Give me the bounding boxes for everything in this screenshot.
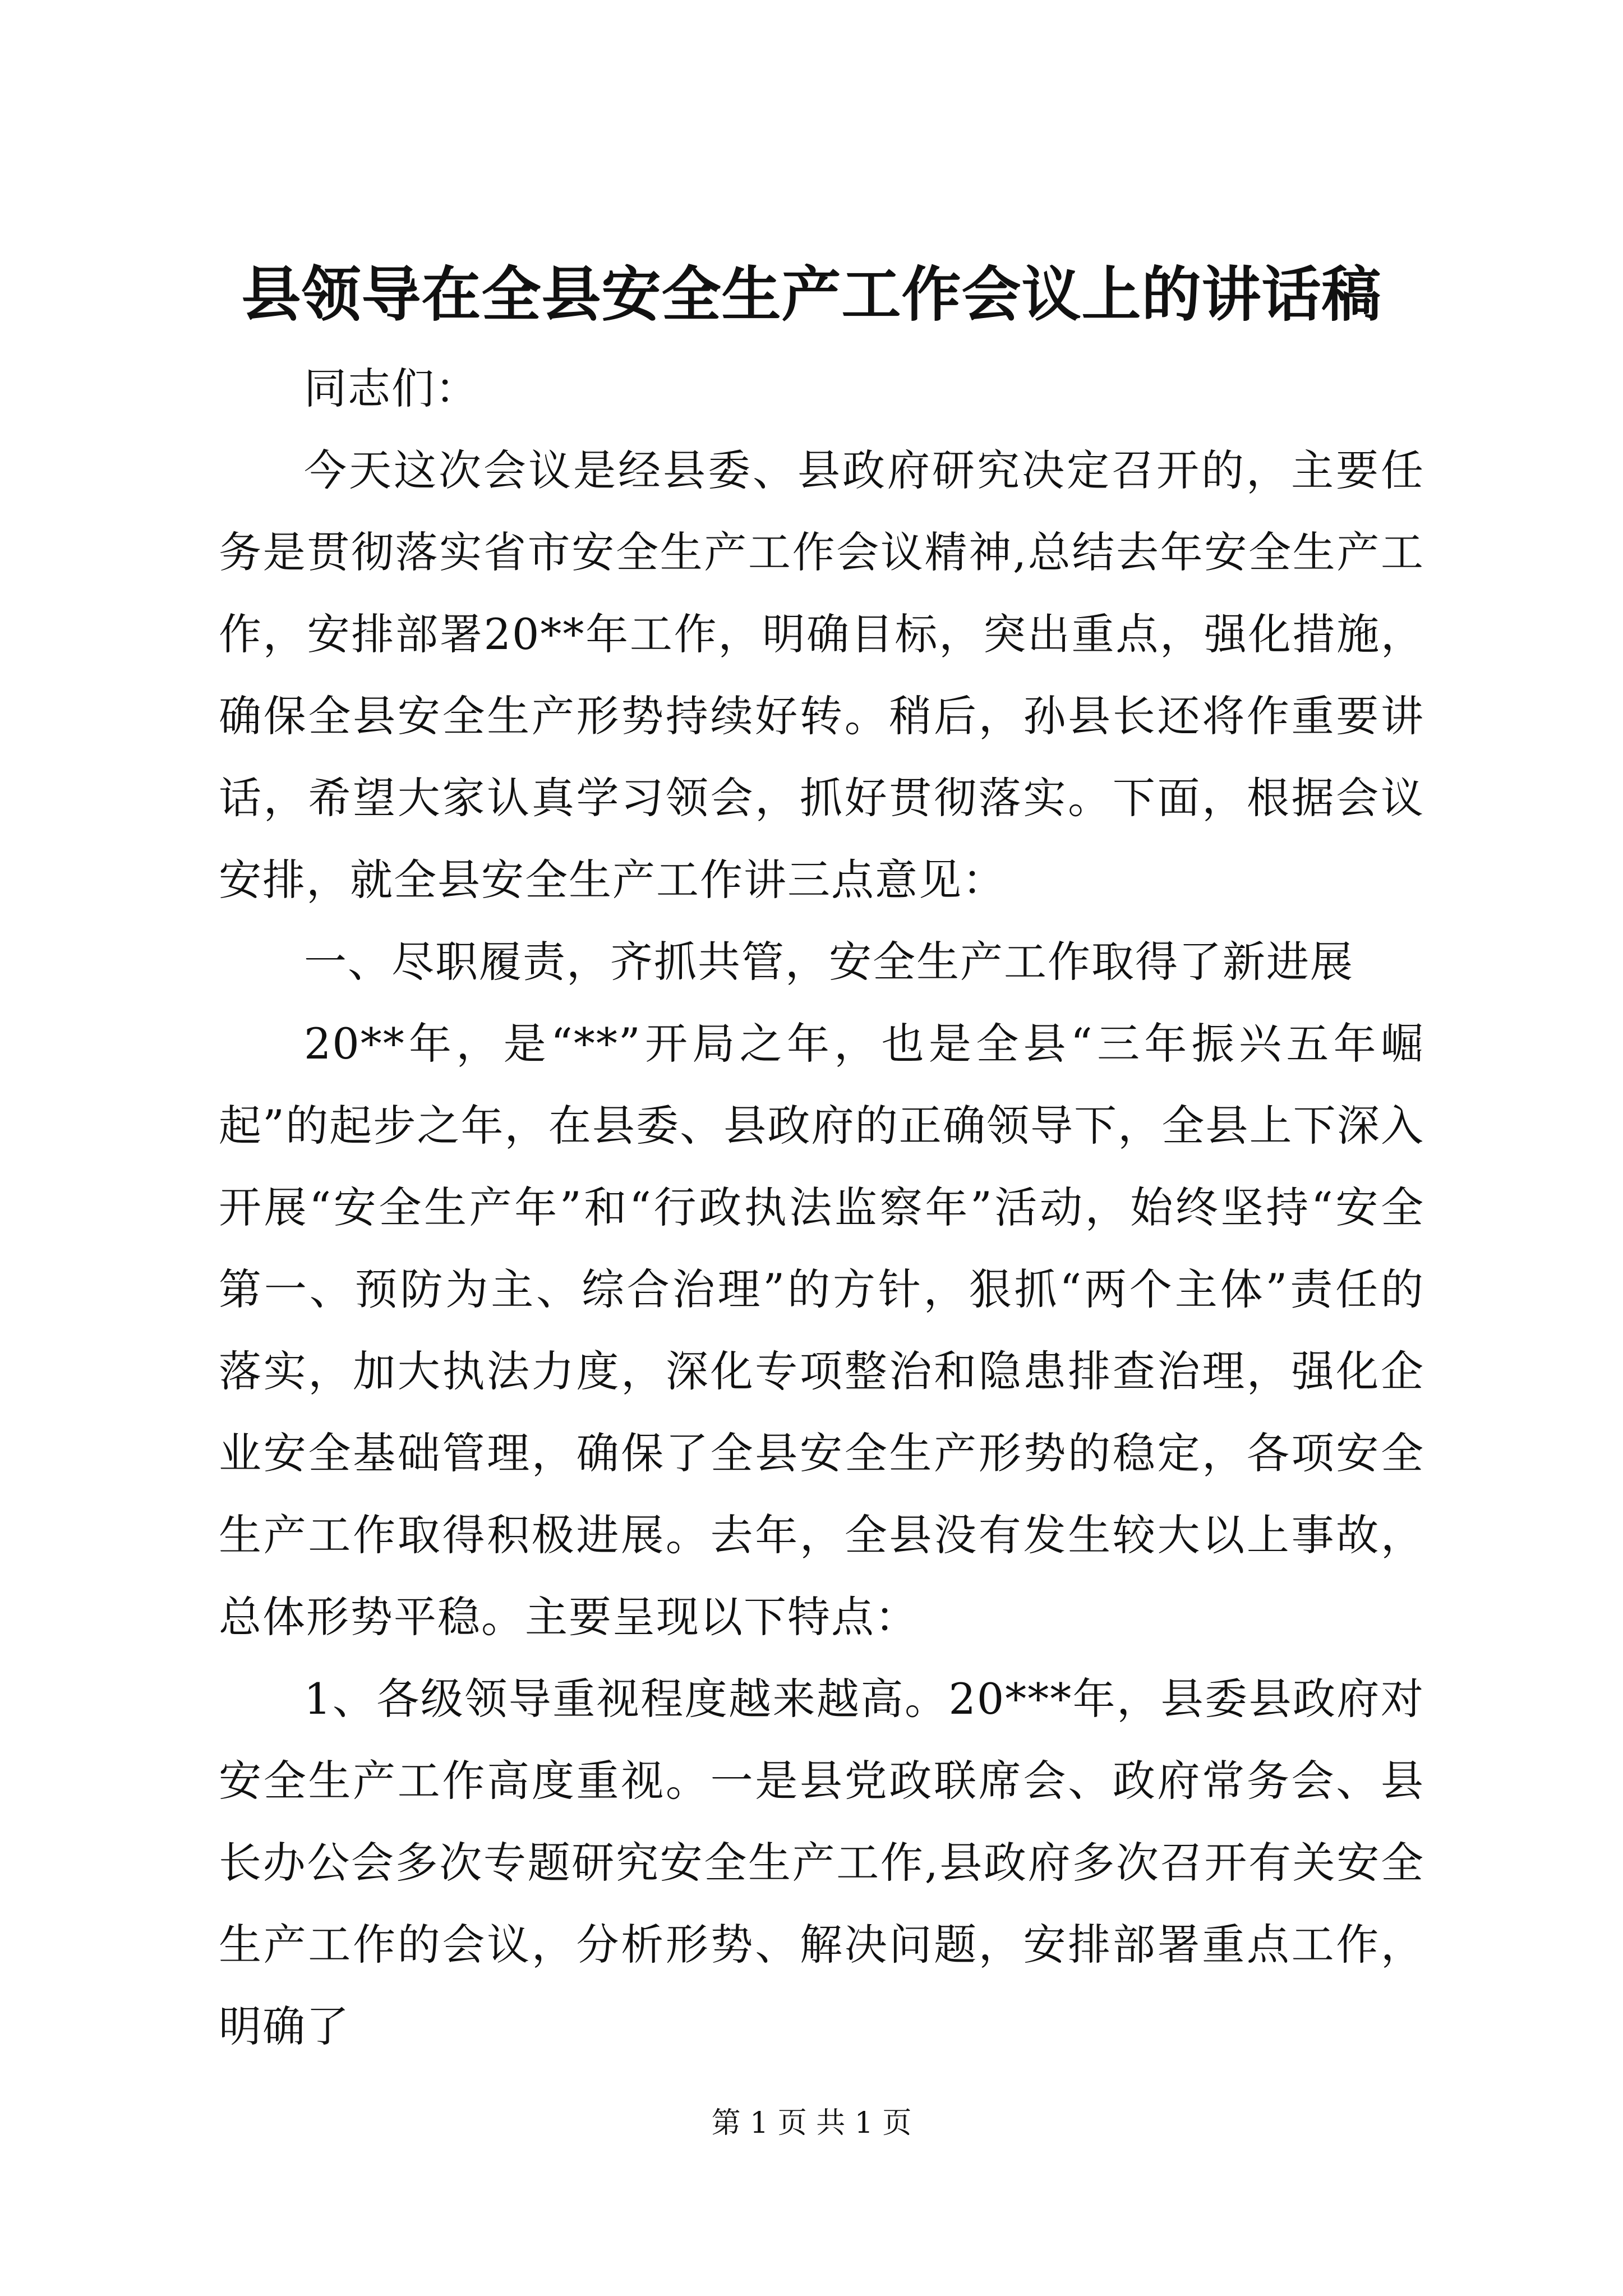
document-body xyxy=(219,348,1424,2068)
document-title: 县领导在全县安全生产工作会议上的讲话稿 xyxy=(241,259,1382,329)
progress-paragraph: 20**年，是“**”开局之年，也是全县“三年振兴五年崛起”的起步之年，在县委、县政府的正确领导下，全县上下深入开展“安全生产年”和“行政执法监察年”活动，始终坚持“安全第一、预防为主、综合治理”的方针，狠抓“两个主体”责任的落实，加大执法力度，深化专项整治和隐患排查治理，强化企业安全基础管理，确保了全县安全生产形势的稳定，各项安全生产工作取得积极进展。去年，全县没有发生较大以上事故，总体形势平稳。主要呈现以下特点： xyxy=(219,1019,1424,1642)
point-one-paragraph: 1、各级领导重视程度越来越高。20***年，县委县政府对安全生产工作高度重视。一是县党政联席会、政府常务会、县长办公会多次专题研究安全生产工作,县政府多次召开有关安全生产工作的会议，分析形势、解决问题，安排部署重点工作，明确了 xyxy=(219,1674,1424,2051)
section-heading-one: 一、尽职履责，齐抓共管，安全生产工作取得了新进展 xyxy=(304,937,1354,987)
salutation-paragraph: 同志们： xyxy=(304,364,479,413)
intro-paragraph: 今天这次会议是经县委、县政府研究决定召开的，主要任务是贯彻落实省市安全生产工作会议精神,总结去年安全生产工作，安排部署20**年工作，明确目标，突出重点，强化措施，确保全县安全生产形势持续好转。稍后，孙县长还将作重要讲话，希望大家认真学习领会，抓好贯彻落实。下面，根据会议安排，就全县安全生产工作讲三点意见： xyxy=(219,445,1424,905)
page-footer: 第 1 页 共 1 页 xyxy=(711,2106,912,2140)
